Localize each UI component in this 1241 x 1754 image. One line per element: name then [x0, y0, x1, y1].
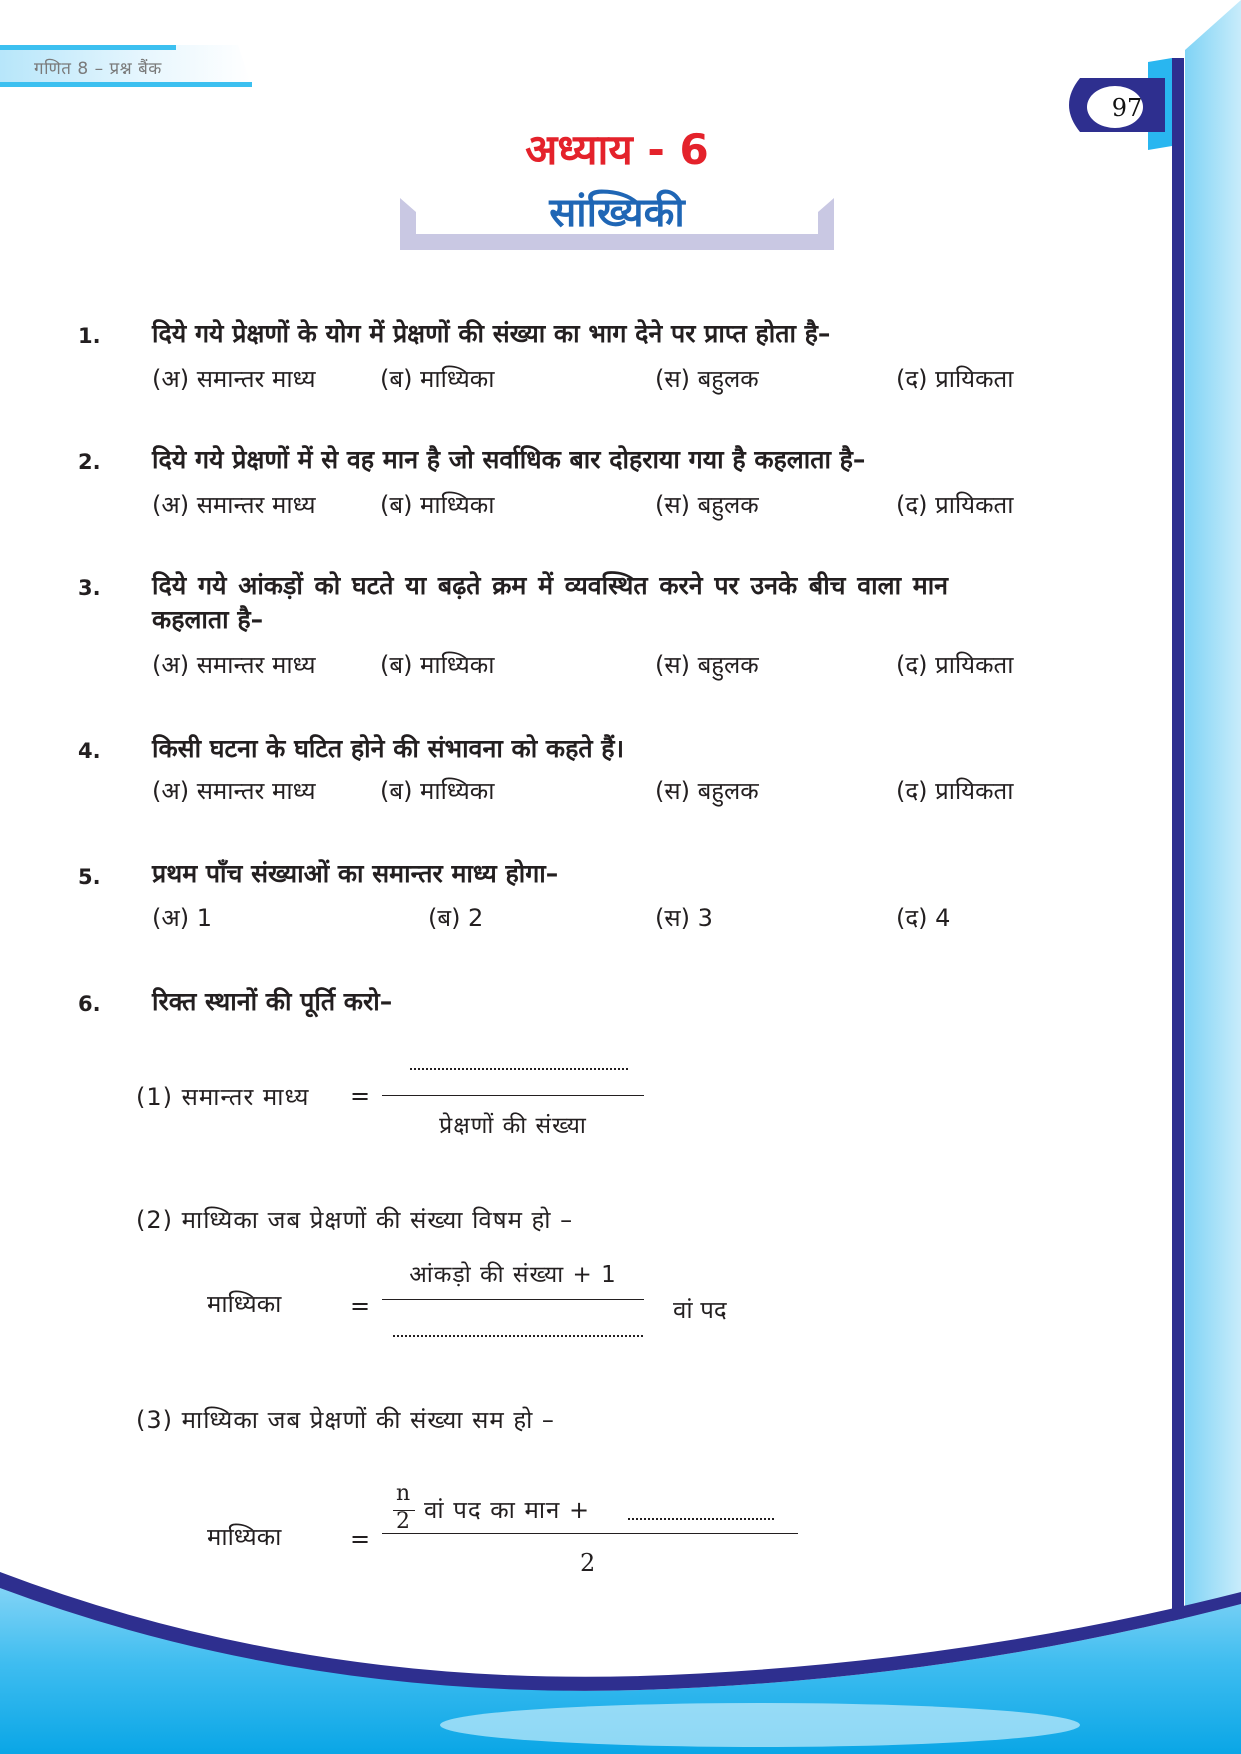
question-number: 3.	[78, 576, 101, 600]
blank-numerator[interactable]	[628, 1518, 774, 1520]
option-d: (द) प्रायिकता	[896, 365, 1014, 393]
equals-sign: =	[350, 1082, 371, 1110]
blank-numerator[interactable]	[410, 1068, 628, 1070]
median-label: माध्यिका	[207, 1523, 282, 1551]
option-b: (ब) 2	[428, 904, 484, 932]
option-c: (स) बहुलक	[655, 777, 759, 805]
option-d: (द) 4	[896, 904, 951, 932]
option-a: (अ) समान्तर माध्य	[152, 491, 316, 519]
option-a: (अ) समान्तर माध्य	[152, 777, 316, 805]
fill-in-label: (1) समान्तर माध्य	[136, 1083, 310, 1111]
question-text: दिये गये प्रेक्षणों के योग में प्रेक्षणों की संख्या का भाग देने पर प्राप्त होता है–	[152, 319, 831, 348]
question-text: प्रथम पाँच संख्याओं का समान्तर माध्य होगा–	[152, 859, 559, 888]
fraction-denominator: प्रेक्षणों की संख्या	[439, 1113, 587, 1139]
fraction-bar	[382, 1533, 798, 1534]
fill-in-label: (2) माध्यिका जब प्रेक्षणों की संख्या विषम हो –	[136, 1206, 574, 1234]
chapter-label: अध्याय - 6	[525, 125, 709, 174]
option-b: (ब) माध्यिका	[380, 777, 495, 805]
option-c: (स) बहुलक	[655, 651, 759, 679]
small-fraction-numerator: n	[396, 1481, 411, 1506]
option-c: (स) बहुलक	[655, 365, 759, 393]
question-text: रिक्त स्थानों की पूर्ति करो–	[152, 987, 393, 1016]
page-number: 97	[1111, 94, 1143, 122]
question-text: किसी घटना के घटित होने की संभावना को कहते हैं।	[152, 734, 625, 763]
option-a: (अ) 1	[152, 904, 212, 932]
fraction-numerator-text: वां पद का मान +	[424, 1496, 591, 1524]
equals-sign: =	[350, 1525, 371, 1553]
option-a: (अ) समान्तर माध्य	[152, 651, 316, 679]
blank-denominator[interactable]	[393, 1335, 643, 1337]
question-text-line-2: कहलाता है–	[152, 605, 264, 634]
question-number: 5.	[78, 865, 101, 889]
position-suffix: वां पद	[673, 1296, 727, 1324]
fraction-denominator: 2	[580, 1549, 596, 1577]
fraction-bar	[382, 1095, 644, 1096]
equals-sign: =	[350, 1292, 371, 1320]
question-number: 4.	[78, 739, 101, 763]
small-fraction-denominator: 2	[396, 1509, 410, 1534]
question-number: 1.	[78, 324, 101, 348]
median-label: माध्यिका	[207, 1290, 282, 1318]
question-number: 2.	[78, 450, 101, 474]
chapter-title: सांख्यिकी	[549, 190, 685, 236]
option-d: (द) प्रायिकता	[896, 777, 1014, 805]
option-c: (स) 3	[655, 904, 713, 932]
option-d: (द) प्रायिकता	[896, 491, 1014, 519]
option-a: (अ) समान्तर माध्य	[152, 365, 316, 393]
fraction-numerator: आंकड़ो की संख्या + 1	[409, 1262, 617, 1288]
question-text: दिये गये प्रेक्षणों में से वह मान है जो सर्वाधिक बार दोहराया गया है कहलाता है–	[152, 445, 866, 474]
question-number: 6.	[78, 992, 101, 1016]
fill-in-label: (3) माध्यिका जब प्रेक्षणों की संख्या सम हो –	[136, 1406, 555, 1434]
option-b: (ब) माध्यिका	[380, 491, 495, 519]
question-text-line-1: दिये गये आंकड़ों को घटते या बढ़ते क्रम में व्यवस्थित करने पर उनके बीच वाला मान	[152, 571, 949, 600]
book-title: गणित 8 – प्रश्न बैंक	[34, 59, 162, 79]
option-b: (ब) माध्यिका	[380, 365, 495, 393]
option-b: (ब) माध्यिका	[380, 651, 495, 679]
option-d: (द) प्रायिकता	[896, 651, 1014, 679]
fraction-bar	[382, 1299, 644, 1300]
option-c: (स) बहुलक	[655, 491, 759, 519]
